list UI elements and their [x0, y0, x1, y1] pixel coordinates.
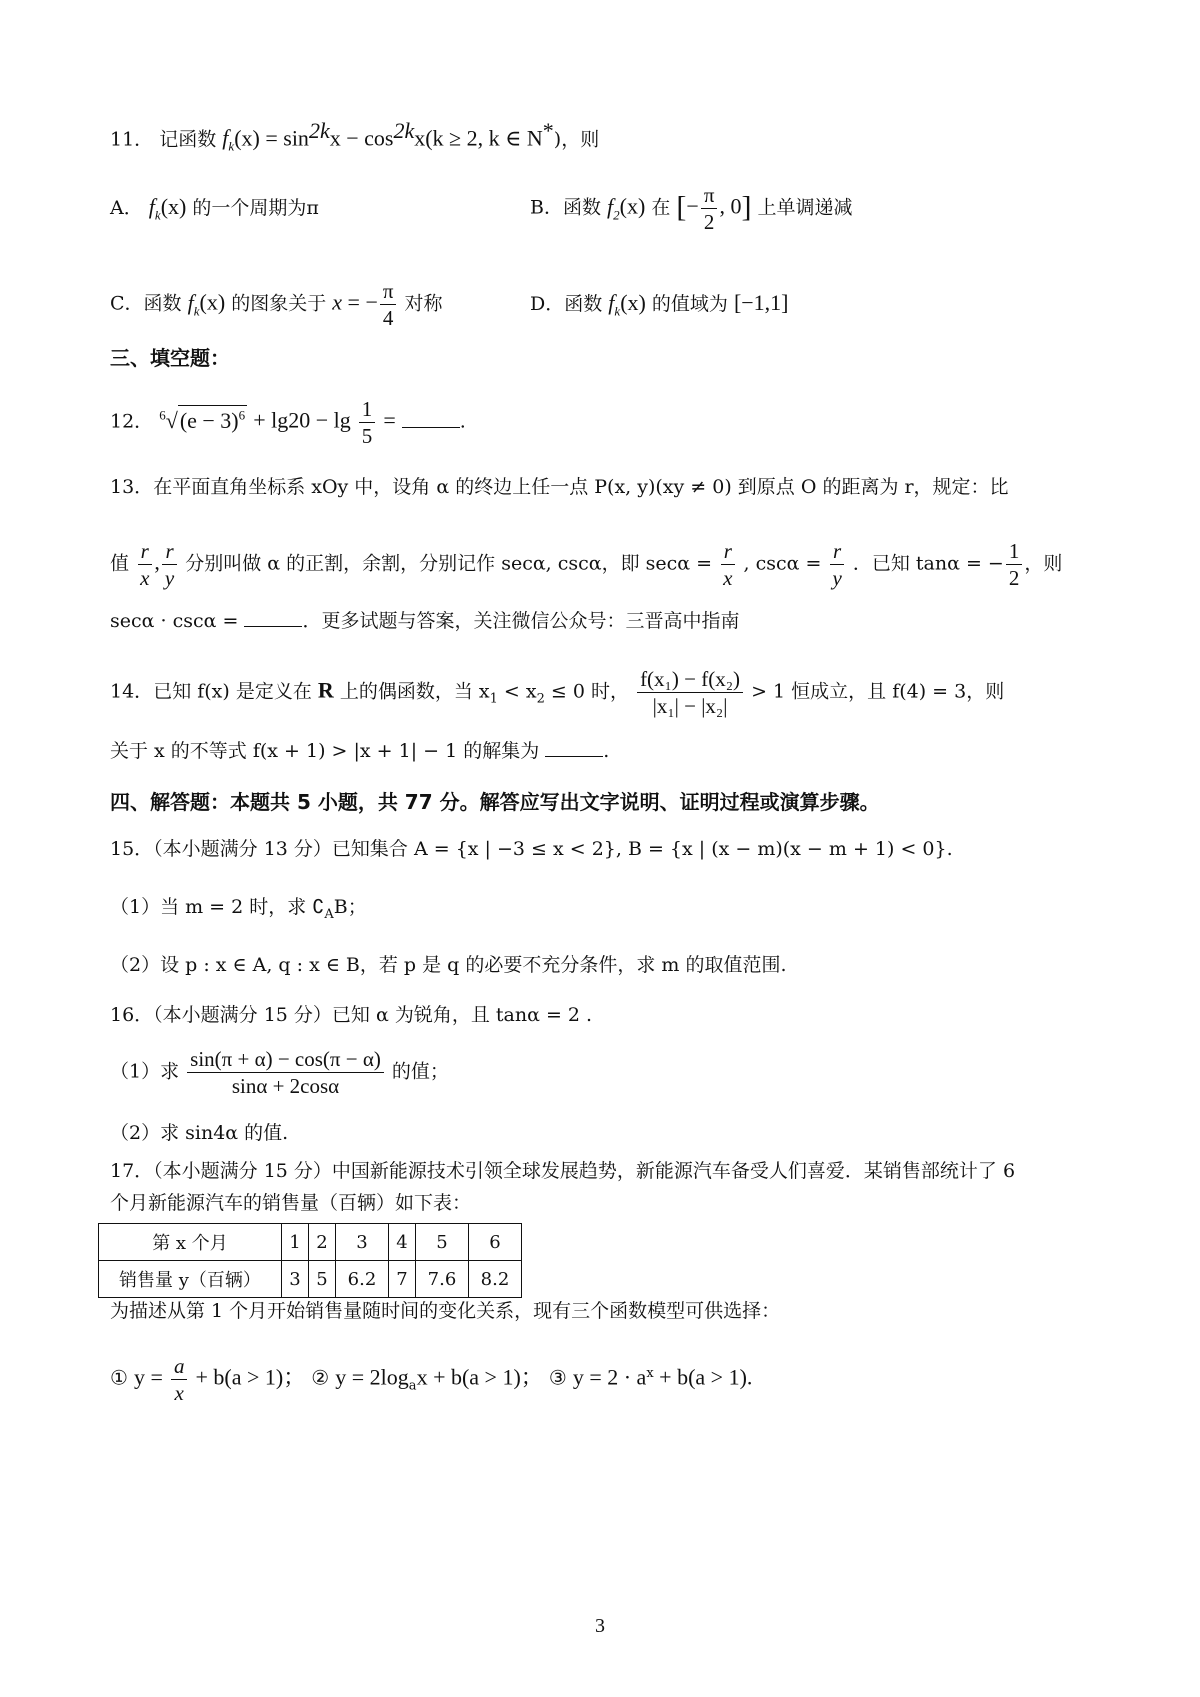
q12-answer-blank: [402, 427, 460, 428]
table-cell: 2: [309, 1224, 336, 1261]
page-number: 3: [595, 1615, 605, 1637]
q17-stem-line-3: 为描述从第 1 个月开始销售量随时间的变化关系，现有三个函数模型可供选择：: [110, 1300, 781, 1322]
q13-answer-blank: [244, 626, 302, 627]
q11-option-a: A． $f_k(x)$ 的一个周期为π: [110, 194, 319, 223]
q12: 12． $^6√(e - 3)^6 + \lg 20 - \lg$ $\frac{1}{5}$ = .: [110, 397, 466, 449]
q15-stem: 15．（本小题满分 13 分）已知集合 A = {x | −3 ≤ x < 2}, B = {x | (x − m)(x − m + 1) < 0}.: [110, 838, 953, 860]
q11-option-b: B．函数 $f_2(x)$ 在 [− $\frac{\pi}{2}$ , 0] 上单调递减: [530, 183, 853, 235]
table-cell: 8.2: [469, 1261, 522, 1298]
sales-table: [98, 1223, 522, 1298]
q17-stem-line-1: 17．（本小题满分 15 分）中国新能源技术引领全球发展趋势，新能源汽车备受人们喜爱．某销售部统计了 6: [110, 1160, 1016, 1182]
q11-option-d: D．函数 $f_k(x)$ 的值域为 [−1,1]: [530, 290, 789, 319]
q13-line-1: 13．在平面直角坐标系 xOy 中，设角 α 的终边上任一点 P(x, y)(xy ≠ 0) 到原点 O 的距离为 r，规定：比: [110, 476, 1009, 498]
q16-part-1: （1）求 $\frac{\sin(\pi + \alpha) - \cos(\pi - \alpha)}{\sin\alpha + 2\cos\alpha}$ 的值；: [110, 1047, 449, 1099]
q13-number: 13．: [110, 476, 154, 498]
table-row-header: 第 x 个月: [99, 1224, 282, 1261]
q16-part-2: （2）求 sin4α 的值.: [110, 1122, 289, 1144]
table-cell: 1: [282, 1224, 309, 1261]
table-cell: 6.2: [336, 1261, 389, 1298]
section-3-heading: 三、填空题：: [110, 346, 230, 370]
q11-number: 11．: [110, 128, 154, 151]
table-cell: 5: [309, 1261, 336, 1298]
q13-line-3: secα · cscα = ．更多试题与答案，关注微信公众号：三晋高中指南: [110, 610, 740, 632]
table-cell: 6: [469, 1224, 522, 1261]
table-row: [99, 1261, 522, 1298]
section-4-heading: 四、解答题：本题共 5 小题，共 77 分。解答应写出文字说明、证明过程或演算步骤。: [110, 790, 880, 814]
q17-models: ① y = $\frac{a}{x}$ + b(a > 1)； ② $y = 2\log_ax + b(a > 1)$； ③ $y = 2 \cdot a^x + b(a > 1)$.: [110, 1354, 753, 1406]
q17-stem-line-2: 个月新能源汽车的销售量（百辆）如下表：: [110, 1192, 472, 1214]
table-cell: 3: [336, 1224, 389, 1261]
q14-number: 14．: [110, 680, 154, 703]
q12-radical: $^6√(e - 3)^6$: [159, 408, 247, 433]
table-row-header: 销售量 y（百辆）: [99, 1261, 282, 1298]
q11-stem: 11． 记函数 $f_k(x) = \sin^{2k}x - \cos^{2k}x(k \ge 2$, k ∈ N*)，则: [110, 118, 600, 154]
q14-line-2: 关于 x 的不等式 f(x + 1) > |x + 1| − 1 的解集为 .: [110, 740, 610, 762]
q13-line-2: 值 $\frac{r}{x}$ , $\frac{r}{y}$ 分别叫做 α 的正割，余割，分别记作 secα, cscα，即 secα = $\frac{r}{x}$ , cscα = $\frac{r}{y}$ ．已知 tanα = − $\frac{1}{2}$ ，则: [110, 539, 1063, 591]
q14-answer-blank: [545, 756, 603, 757]
table-cell: 3: [282, 1261, 309, 1298]
q15-part-1: （1）当 m = 2 时，求 $∁_AB$；: [110, 896, 367, 922]
table-row: [99, 1224, 522, 1261]
table-cell: 7.6: [416, 1261, 469, 1298]
table-cell: 4: [389, 1224, 416, 1261]
table-cell: 7: [389, 1261, 416, 1298]
table-cell: 5: [416, 1224, 469, 1261]
q12-number: 12．: [110, 410, 154, 433]
q11-option-c: C．函数 $f_k(x)$ 的图象关于 x = − $\frac{\pi}{4}$ 对称: [110, 279, 443, 331]
q15-part-2: （2）设 p : x ∈ A, q : x ∈ B，若 p 是 q 的必要不充分条件，求 m 的取值范围.: [110, 954, 787, 976]
q14-line-1: 14．已知 f(x) 是定义在 R 上的偶函数，当 $x_1 < x_2 \le 0$ 时， $\frac{\text{f(x₁) − f(x₂)}}{\text{|x₁| − |x₂|}}$ > 1 恒成立，且 f(4) = 3，则: [110, 667, 1005, 719]
q16-stem: 16．（本小题满分 15 分）已知 α 为锐角，且 tanα = 2 .: [110, 1004, 593, 1026]
